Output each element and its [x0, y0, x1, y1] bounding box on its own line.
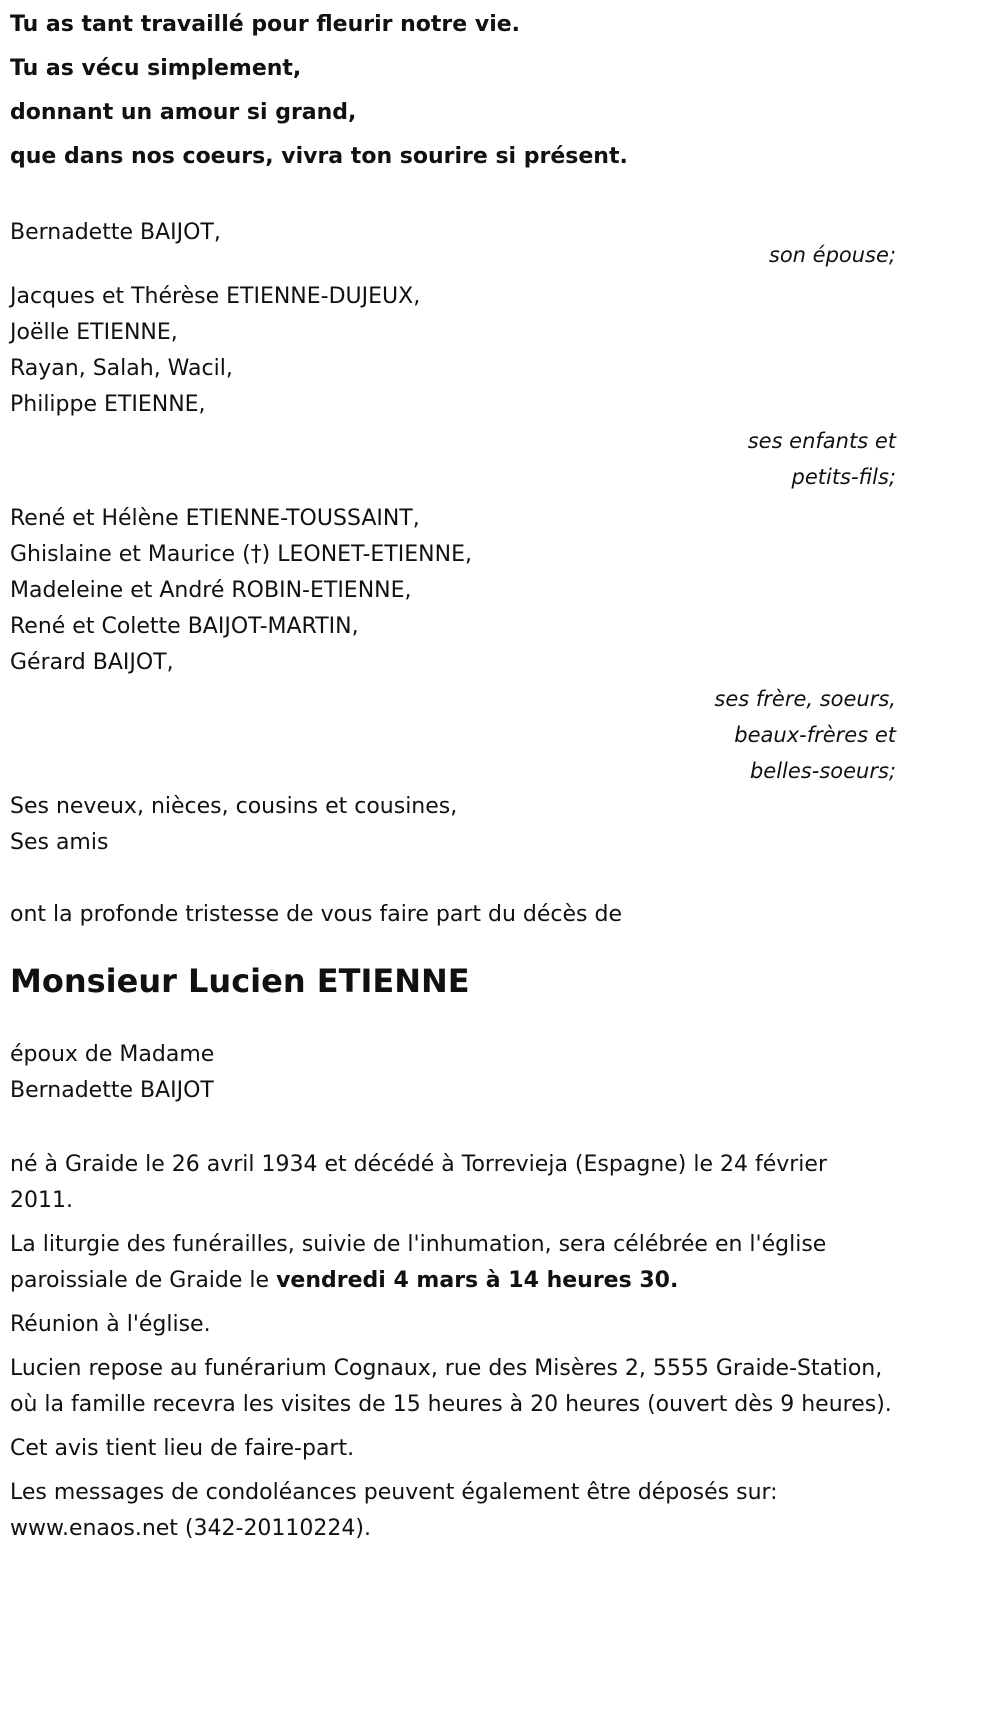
poem-line: Tu as vécu simplement, [10, 56, 302, 81]
spouse-of-line: époux de Madame [10, 1042, 215, 1067]
funeral-text: La liturgie des funérailles, suivie de l'inhumation, sera célébrée en l'église paroissiale de Graide le [10, 1232, 827, 1293]
rest-info: Lucien repose au funérarium Cognaux, rue des Misères 2, 5555 Graide-Station, où la famille recevra les visites de 15 heures à 20 heures (ouvert dès 9 heures). [10, 1356, 892, 1417]
family-name: Jacques et Thérèse ETIENNE-DUJEUX, [10, 284, 421, 309]
children-group [10, 279, 896, 495]
family-name: Ses neveux, nièces, cousins et cousines, [10, 794, 458, 819]
family-name: Madeleine et André ROBIN-ETIENNE, [10, 578, 412, 603]
family-role: ses frère, soeurs, [714, 687, 896, 711]
poem [10, 3, 896, 179]
deceased-name: Monsieur Lucien ETIENNE [10, 962, 470, 1000]
family-role: petits-fils; [791, 465, 896, 489]
others-group [10, 789, 896, 861]
family-name: Bernadette BAIJOT, [10, 220, 221, 245]
spouse-of-line: Bernadette BAIJOT [10, 1078, 214, 1103]
family-name: Ghislaine et Maurice (†) LEONET-ETIENNE, [10, 542, 472, 567]
family-role: ses enfants et [747, 429, 896, 453]
funeral-datetime: vendredi 4 mars à 14 heures 30. [276, 1268, 679, 1293]
family-name: René et Colette BAIJOT-MARTIN, [10, 614, 359, 639]
family-name: Gérard BAIJOT, [10, 650, 174, 675]
family-name: Ses amis [10, 830, 109, 855]
family-role: belles-soeurs; [749, 759, 896, 783]
funeral-info [10, 1227, 896, 1299]
family-name: Philippe ETIENNE, [10, 392, 206, 417]
obituary-notice [10, 0, 896, 1547]
announcement: ont la profonde tristesse de vous faire part du décès de [10, 902, 622, 927]
spouse-group [10, 215, 896, 273]
condolences-info: Les messages de condoléances peuvent également être déposés sur: www.enaos.net (342-20110224). [10, 1480, 778, 1541]
family-name: Rayan, Salah, Wacil, [10, 356, 233, 381]
poem-line: que dans nos coeurs, vivra ton sourire si présent. [10, 144, 628, 169]
family-role: son épouse; [768, 243, 896, 267]
spouse-of [10, 1037, 896, 1109]
family-name: René et Hélène ETIENNE-TOUSSAINT, [10, 506, 420, 531]
birth-death: né à Graide le 26 avril 1934 et décédé à Torrevieja (Espagne) le 24 février 2011. [10, 1152, 827, 1213]
family-role: beaux-frères et [734, 723, 896, 747]
poem-line: Tu as tant travaillé pour fleurir notre vie. [10, 12, 521, 37]
meeting-info: Réunion à l'église. [10, 1312, 211, 1337]
family-name: Joëlle ETIENNE, [10, 320, 178, 345]
siblings-group [10, 501, 896, 789]
poem-line: donnant un amour si grand, [10, 100, 357, 125]
notice-info: Cet avis tient lieu de faire-part. [10, 1436, 355, 1461]
